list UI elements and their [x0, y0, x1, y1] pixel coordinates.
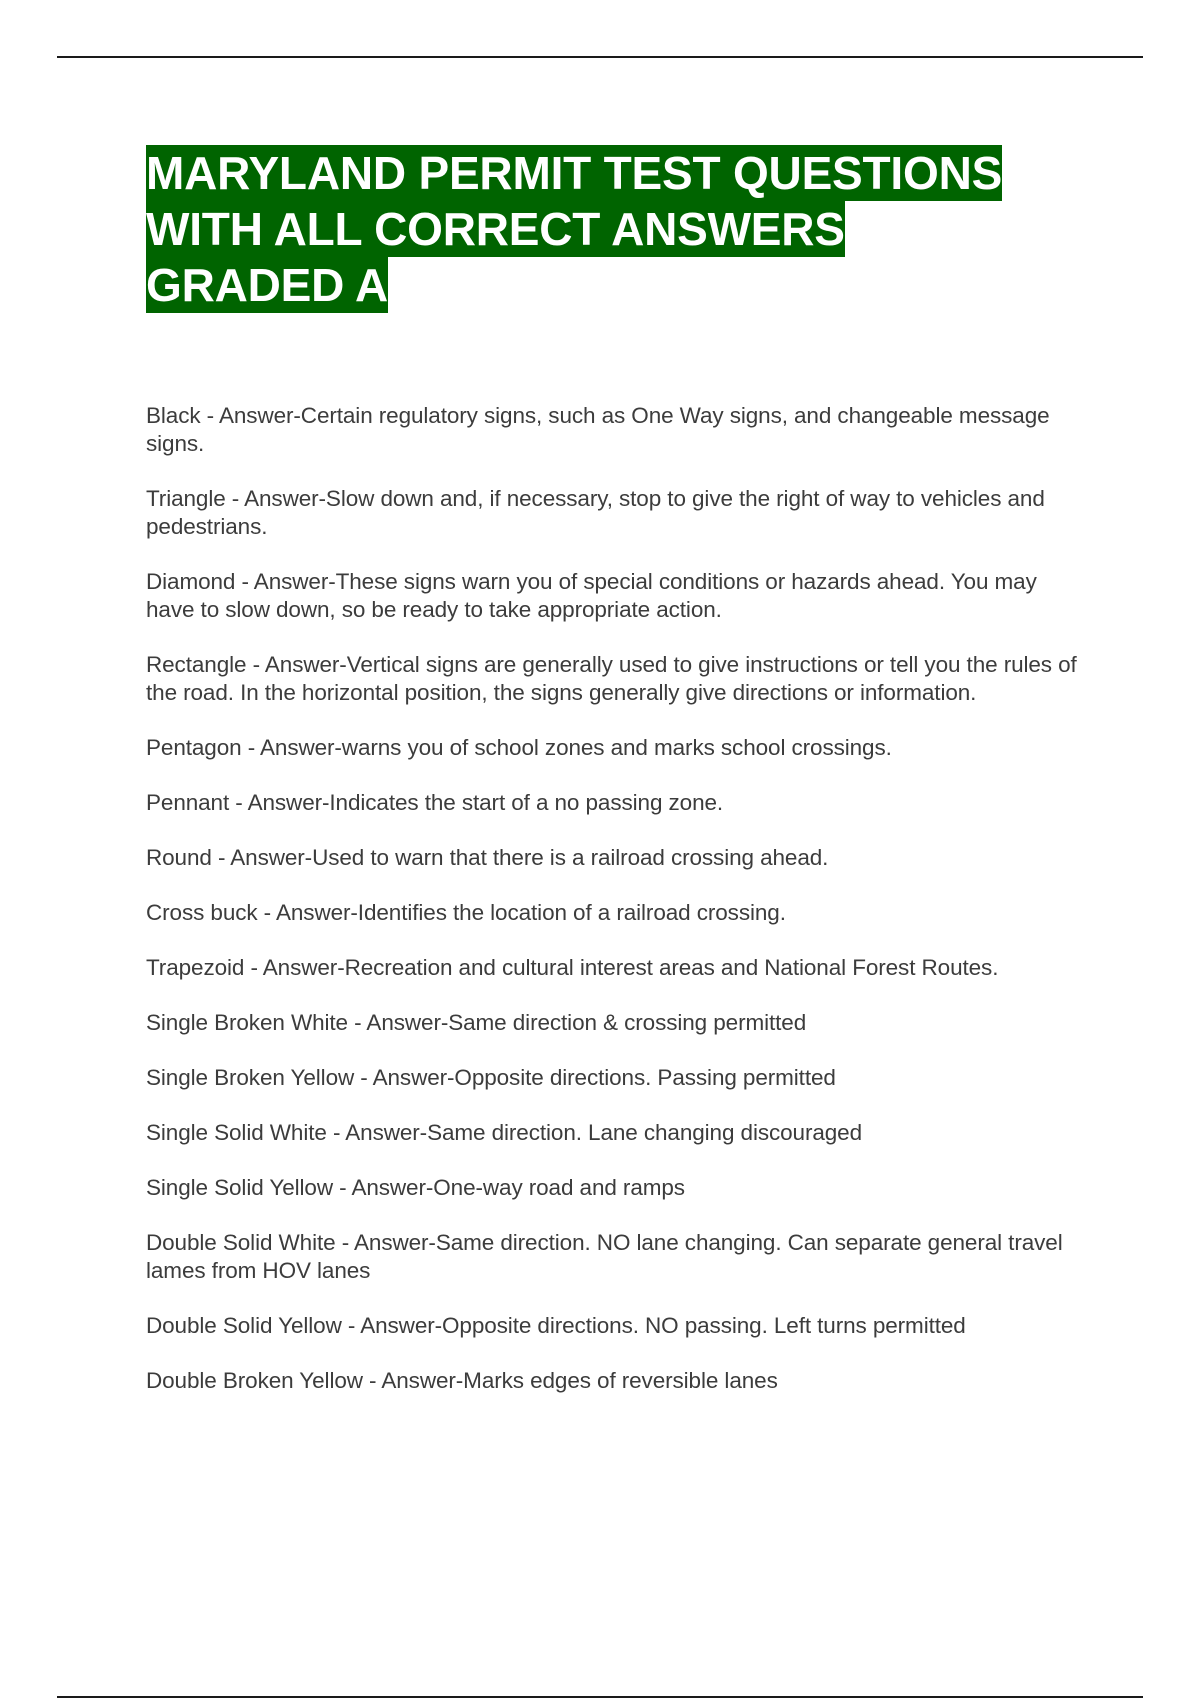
- qa-item: Double Solid White - Answer-Same direction. NO lane changing. Can separate general travel lames from HOV lanes: [146, 1230, 1063, 1283]
- qa-item: Double Broken Yellow - Answer-Marks edges of reversible lanes: [146, 1368, 778, 1393]
- qa-item: Black - Answer-Certain regulatory signs, such as One Way signs, and changeable message signs.: [146, 403, 1050, 456]
- qa-item: Single Broken White - Answer-Same direction & crossing permitted: [146, 1010, 807, 1035]
- qa-item: Single Solid Yellow - Answer-One-way road and ramps: [146, 1175, 685, 1200]
- qa-item: Pentagon - Answer-warns you of school zones and marks school crossings.: [146, 735, 892, 760]
- qa-item: Single Solid White - Answer-Same direction. Lane changing discouraged: [146, 1120, 863, 1145]
- qa-item: Double Solid Yellow - Answer-Opposite directions. NO passing. Left turns permitted: [146, 1313, 966, 1338]
- qa-item: Trapezoid - Answer-Recreation and cultural interest areas and National Forest Routes.: [146, 955, 999, 980]
- footer-rule: [57, 1696, 1143, 1698]
- qa-list: [146, 402, 1086, 1422]
- qa-item: Rectangle - Answer-Vertical signs are generally used to give instructions or tell you the rules of the road. In the horizontal position, the signs generally give directions or information.: [146, 652, 1077, 705]
- title-line: WITH ALL CORRECT ANSWERS: [146, 203, 845, 255]
- qa-item: Single Broken Yellow - Answer-Opposite directions. Passing permitted: [146, 1065, 836, 1090]
- header-rule: [57, 56, 1143, 58]
- qa-item: Round - Answer-Used to warn that there is a railroad crossing ahead.: [146, 845, 829, 870]
- qa-item: Triangle - Answer-Slow down and, if necessary, stop to give the right of way to vehicles and pedestrians.: [146, 486, 1045, 539]
- title-line: GRADED A: [146, 259, 389, 311]
- document-title: [146, 145, 1076, 313]
- qa-item: Cross buck - Answer-Identifies the location of a railroad crossing.: [146, 900, 786, 925]
- qa-item: Pennant - Answer-Indicates the start of a no passing zone.: [146, 790, 724, 815]
- qa-item: Diamond - Answer-These signs warn you of special conditions or hazards ahead. You may have to slow down, so be ready to take appropriate action.: [146, 569, 1037, 622]
- title-line: MARYLAND PERMIT TEST QUESTIONS: [146, 147, 1003, 199]
